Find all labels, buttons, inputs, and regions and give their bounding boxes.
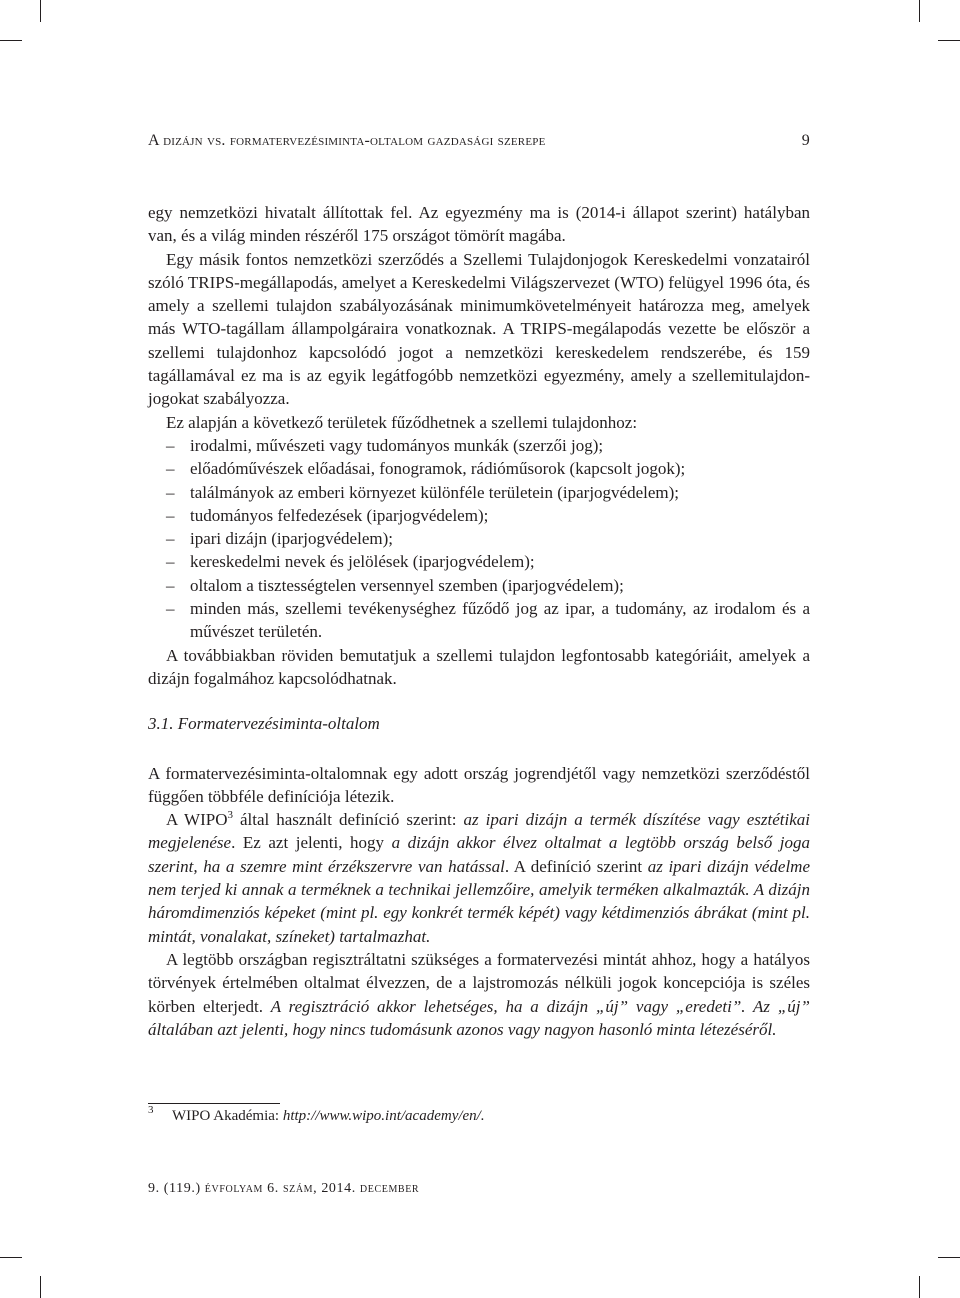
paragraph: egy nemzetközi hivatalt állítottak fel. Az egyezmény ma is (2014-i állapot szerint) hatályban van, és a világ minden részéről 175 országot tömörít magába. [148, 203, 810, 246]
list-item-text: előadóművészek előadásai, fonogramok, rádióműsorok (kapcsolt jogok); [190, 459, 686, 479]
footnote-mark: 3 [148, 1104, 154, 1116]
text-run: A legtöbb országban regisztráltatni szükséges a formatervezési mintát ahhoz, hogy a hatályos törvények értelmében oltalmat élvezzen, de a lajstromozás nélküli jogok koncepciója is széles körben elterjedt. [148, 949, 810, 1016]
dash-bullet: – [166, 599, 175, 619]
dash-bullet: – [166, 575, 175, 595]
italic-run: a dizájn akkor élvez oltalmat a legtöbb ország belső joga szerint, ha a szemre mint érzékszervre van hatással [148, 833, 811, 876]
footnote-reference: 3 [227, 809, 233, 822]
footnote-label: WIPO Akadémia: [172, 1108, 283, 1124]
text-run: . A definíció szerint [504, 856, 648, 876]
text-run: A WIPO [166, 810, 228, 830]
footnote-text [172, 1108, 485, 1125]
page-number: 9 [801, 132, 810, 149]
dash-bullet: – [166, 459, 175, 479]
crop-mark [919, 0, 920, 22]
crop-mark [40, 0, 41, 22]
paragraph: A formatervezésiminta-oltalomnak egy adott ország jogrendjétől vagy nemzetközi szerződéstől függően többféle definíciója létezik. [148, 763, 810, 806]
italic-run: az ipari dizájn védelme nem terjed ki annak a terméknek a technikai jellemzőire, amelyik terméken alkalmazták. A dizájn háromdimenziós képeket (mint pl. egy konkrét termék képét) vagy kétdimenziós ábrákat (mint pl. mintát, vonalakat, színeket) tartalmazhat. [148, 856, 811, 946]
crop-mark [0, 1257, 22, 1258]
section-heading: 3.1. Formatervezésiminta-oltalom [148, 714, 380, 734]
dash-bullet: – [166, 435, 175, 455]
dash-bullet: – [166, 552, 175, 572]
list-item-text: találmányok az emberi környezet különféle területein (iparjogvédelem); [190, 482, 680, 502]
body-text [148, 201, 810, 1041]
crop-mark [938, 1257, 960, 1258]
list-item [148, 574, 810, 597]
paragraph [148, 808, 810, 948]
list-item-text: minden más, szellemi tevékenységhez fűződő jog az ipar, a tudomány, az irodalom és a művészet területén. [190, 599, 810, 642]
paragraph: Ez alapján a következő területek fűződhetnek a szellemi tulajdonhoz: [166, 412, 638, 432]
dash-bullet: – [166, 505, 175, 525]
paragraph: Egy másik fontos nemzetközi szerződés a Szellemi Tulajdonjogok Kereskedelmi vonzatairól szóló TRIPS-megállapodás, amelyet a Kereskedelmi Világszervezet (WTO) felügyel 1996 óta, és amely a szellemi tulajdon szabályozásának minimumkövetelményeit határozza meg, amelyek más WTO-tagállam állampolgáraira vonatkoznak. A TRIPS-megálapodás vezette be először a szellemi tulajdonhoz kapcsolódó jogot a nemzetközi kereskedelem rendszerébe, és 159 tagállamával ez ma is az egyik legátfogóbb nemzetközi egyezmény, amely a szellemitulajdon-jogokat szabályozza. [148, 249, 810, 409]
dash-bullet: – [166, 482, 175, 502]
list-item [148, 527, 810, 550]
paragraph [148, 948, 810, 1041]
list-item-text: ipari dizájn (iparjogvédelem); [190, 529, 393, 549]
list-item-text: kereskedelmi nevek és jelölések (iparjogvédelem); [190, 552, 535, 572]
crop-mark [40, 1276, 41, 1298]
list-item-text: irodalmi, művészeti vagy tudományos munkák (szerzői jog); [190, 435, 604, 455]
list-item [148, 550, 810, 573]
list-item [148, 457, 810, 480]
list-item-text: oltalom a tisztességtelen versennyel szemben (iparjogvédelem); [190, 575, 624, 595]
list-item [148, 597, 810, 644]
list-item [148, 481, 810, 504]
text-run: által használt definíció szerint: [232, 810, 464, 830]
header-title: A dizájn vs. formatervezésiminta-oltalom gazdasági szerepe [148, 132, 546, 149]
crop-mark [938, 40, 960, 41]
text-run: . Ez azt jelenti, hogy [231, 833, 392, 853]
running-footer: 9. (119.) évfolyam 6. szám, 2014. december [148, 1181, 420, 1196]
paragraph: A továbbiakban röviden bemutatjuk a szellemi tulajdon legfontosabb kategóriáit, amelyek a dizájn fogalmához kapcsolódhatnak. [148, 645, 810, 688]
footnote-link[interactable]: http://www.wipo.int/academy/en/. [282, 1108, 485, 1124]
ip-categories-list [148, 434, 810, 644]
list-item [148, 504, 810, 527]
crop-mark [0, 40, 22, 41]
crop-mark [919, 1276, 920, 1298]
footnote-divider [148, 1103, 280, 1104]
list-item [148, 434, 810, 457]
italic-run: az ipari dizájn a termék díszítése vagy esztétikai megjelenése [148, 810, 810, 853]
running-header [148, 132, 810, 150]
italic-run: A regisztráció akkor lehetséges, ha a dizájn „új” vagy „eredeti”. Az „új” általában azt jelenti, hogy nincs tudomásunk azonos vagy nagyon hasonló minta létezéséről. [148, 996, 810, 1039]
list-item-text: tudományos felfedezések (iparjogvédelem); [190, 505, 489, 525]
dash-bullet: – [166, 529, 175, 549]
